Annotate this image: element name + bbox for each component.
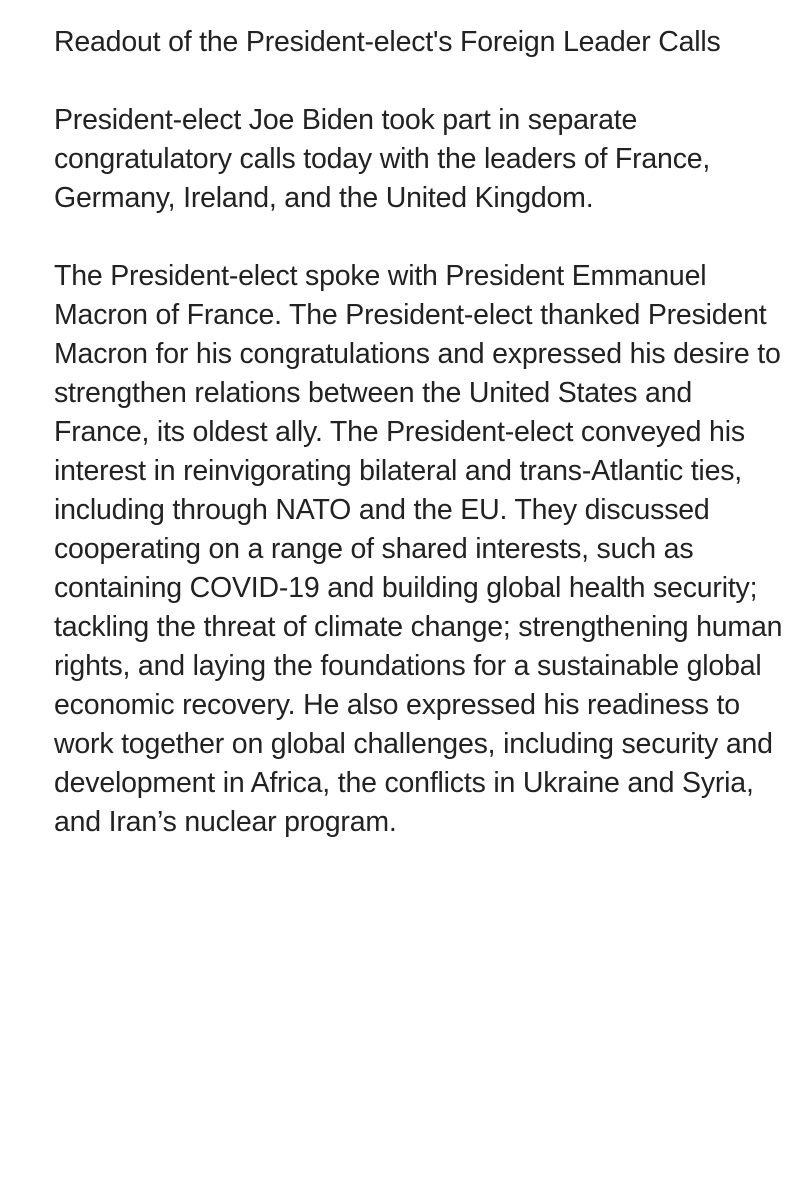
document-body: [54, 23, 784, 842]
paragraph-intro: President-elect Joe Biden took part in separate congratulatory calls today with the leaders of France, Germany, Ireland, and the United Kingdom.: [54, 104, 711, 214]
document-title: Readout of the President-elect's Foreign Leader Calls: [54, 26, 721, 58]
paragraph-macron-call: The President-elect spoke with President Emmanuel Macron of France. The President-elect thanked President Macron for his congratulations and expressed his desire to strengthen relations between the United States and France, its oldest ally. The President-elect conveyed his interest in reinvigorating bilateral and trans-Atlantic ties, including through NATO and the EU. They discussed cooperating on a range of shared interests, such as containing COVID-19 and building global health security; tackling the threat of climate change; strengthening human rights, and laying the foundations for a sustainable global economic recovery. He also expressed his readiness to work together on global challenges, including security and development in Africa, the conflicts in Ukraine and Syria, and Iran’s nuclear program.: [54, 260, 783, 838]
